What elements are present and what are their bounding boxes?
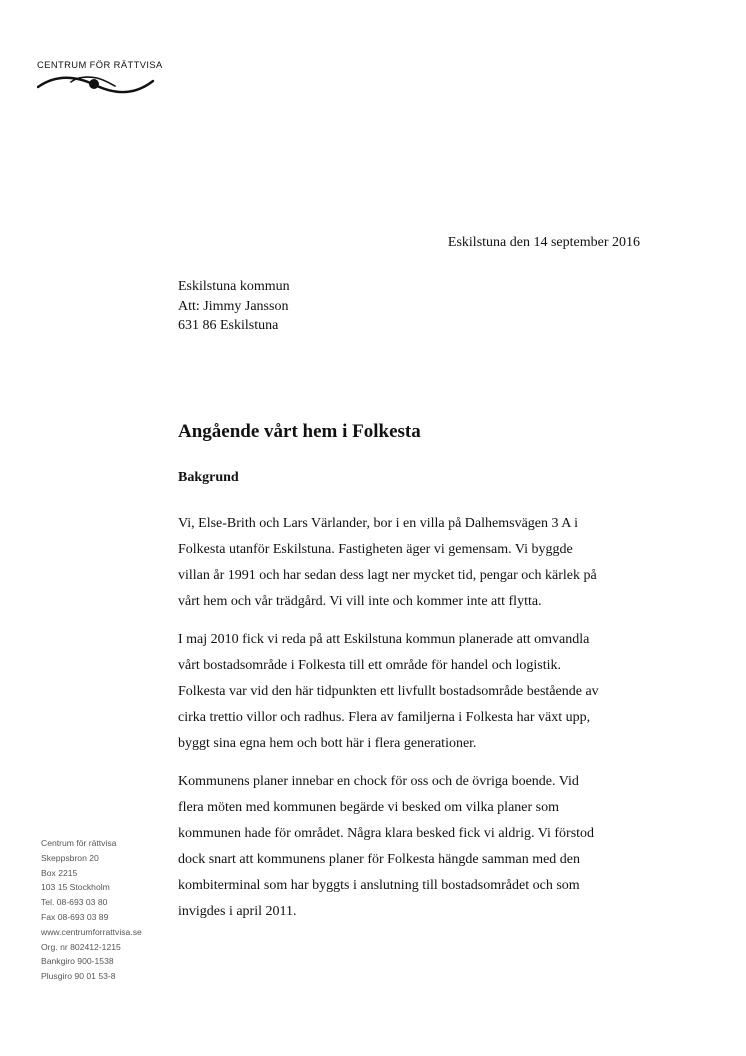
letter-heading: Angående vårt hem i Folkesta [178, 421, 421, 442]
recipient-line: Eskilstuna kommun [178, 279, 290, 294]
footer-line: Box 2215 [41, 867, 78, 878]
footer-line: Org. nr 802412-1215 [41, 941, 121, 952]
letter-date: Eskilstuna den 14 september 2016 [447, 235, 640, 250]
recipient-address [178, 277, 290, 336]
footer-line: Centrum för rättvisa [41, 838, 117, 848]
paragraph [178, 511, 658, 615]
footer-line: www.centrumforrattvisa.se [41, 926, 142, 937]
text-line: vårt hem och vår trädgård. Vi vill inte och kommer inte att flytta. [178, 594, 542, 609]
paragraph [178, 627, 658, 757]
text-line: I maj 2010 fick vi reda på att Eskilstuna kommun planerade att omvandla [178, 632, 590, 647]
text-line: kombiterminal som har byggts i anslutning till bostadsområdet och som [178, 878, 580, 893]
text-line: Folkesta utanför Eskilstuna. Fastigheten äger vi gemensam. Vi byggde [178, 542, 573, 557]
text-line: vårt bostadsområde i Folkesta till ett område för handel och logistik. [178, 658, 561, 673]
text-line: dock snart att kommunens planer för Folkesta hängde samman med den [178, 852, 581, 867]
footer-line: 103 15 Stockholm [41, 882, 110, 893]
text-line: cirka trettio villor och radhus. Flera av familjerna i Folkesta har växt upp, [178, 710, 591, 725]
text-line: Vi, Else-Brith och Lars Värlander, bor i en villa på Dalhemsvägen 3 A i [178, 516, 578, 531]
sender-contact-info [41, 836, 142, 984]
text-line: Kommunens planer innebar en chock för oss och de övriga boende. Vid [178, 774, 579, 789]
text-line: invigdes i april 2011. [178, 904, 297, 919]
text-line: flera möten med kommunen begärde vi besked om vilka planer som [178, 800, 560, 815]
paragraph [178, 769, 658, 925]
text-line: kommunen hade för området. Några klara besked fick vi aldrig. Vi förstod [178, 826, 595, 841]
footer-line: Bankgiro 900-1538 [41, 956, 114, 967]
footer-line: Tel. 08-693 03 80 [41, 897, 108, 908]
footer-line: Plusgiro 90 01 53-8 [41, 971, 116, 982]
footer-line: Fax 08-693 03 89 [41, 911, 109, 922]
eye-icon [37, 74, 155, 96]
recipient-line: Att: Jimmy Jansson [178, 298, 289, 314]
letter-body [178, 511, 658, 937]
text-line: Folkesta var vid den här tidpunkten ett livfullt bostadsområde bestående av [178, 684, 599, 699]
recipient-line: 631 86 Eskilstuna [178, 318, 279, 333]
organization-logo [37, 59, 163, 96]
text-line: villan år 1991 och har sedan dess lagt ner mycket tid, pengar och kärlek på [178, 568, 597, 583]
logo-text: CENTRUM FÖR RÄTTVISA [37, 59, 163, 70]
footer-line: Skeppsbron 20 [41, 852, 99, 863]
text-line: byggt sina egna hem och bott här i flera generationer. [178, 736, 477, 751]
section-heading: Bakgrund [178, 470, 239, 485]
